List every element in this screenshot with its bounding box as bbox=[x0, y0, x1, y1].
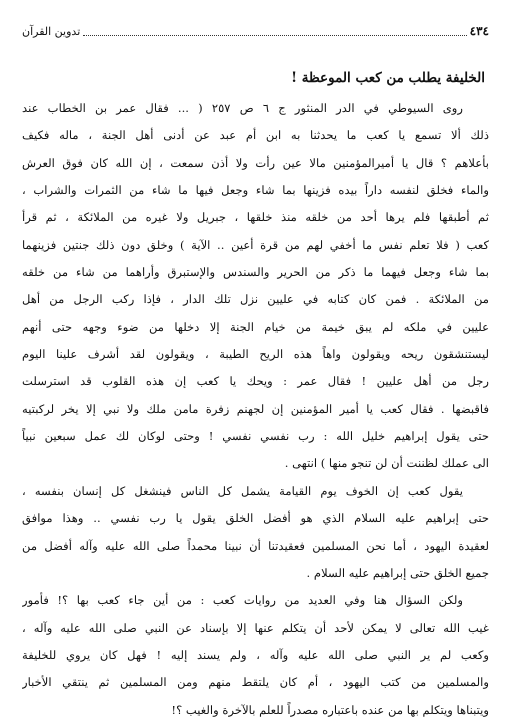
text-line: من الملائكة . فمن كان كتابه في عليين نزل تلك الدار ، فإذا ركب الرجل من أهل bbox=[22, 292, 489, 307]
section-heading: الخليفة يطلب من كعب الموعظة ! bbox=[291, 70, 485, 86]
text-line: الى عملك لظننت أن لن تنجو منها ) انتهى . bbox=[284, 456, 489, 471]
text-line: فاقبضها . فقال كعب يا أمير المؤمنين إن لجهنم زفرة مامن ملك ولا نبي إلا يخر لركبتيه bbox=[22, 401, 489, 416]
text-line: ليستنشقون ريحه ويقولون واهاً هذه الريح الطيبة ، ويقولون لقد أشرف علينا اليوم bbox=[22, 347, 489, 362]
text-line: عليين في ملكه لم يبق خيمة من خيام الجنة إلا دخلها من ضوء وجهه حتى أنهم bbox=[22, 319, 489, 334]
running-title: تدوين القرآن bbox=[22, 24, 81, 38]
text-line: جميع الخلق حتى إبراهيم عليه السلام . bbox=[306, 565, 489, 580]
text-line: حتى إبراهيم عليه السلام الذي هو أفضل الخلق يقول يا رب نفسي .. وهذا موافق bbox=[22, 511, 489, 526]
text-line: غيب الله تعالى لا يمكن لأحد أن يتكلم عنها إلا بإسناد عن النبي صلى الله عليه وآله ، bbox=[22, 620, 489, 635]
text-line: وكعب لم ير النبي صلى الله عليه وآله ، ولم يسند إليه ! فهل كان يروي للخليفة bbox=[22, 647, 489, 662]
text-line: ولكن السؤال هنا وفي العديد من روايات كعب : من أين جاء كعب بها ؟! فأمور bbox=[22, 593, 463, 608]
text-line: ويتبناها ويتكلم بها من عنده باعتباره مصدراً للعلم بالآخرة والغيب ؟! bbox=[171, 702, 489, 717]
body-text bbox=[22, 95, 489, 724]
text-line: ثم أطبقها فلم يرها أحد من خلقه منذ خلقها ، جبريل ولا غيره من الملائكة ، ثم قرأ bbox=[22, 210, 489, 225]
text-line: يقول كعب إن الخوف يوم القيامة يشمل كل الناس فينشغل كل إنسان بنفسه ، bbox=[22, 483, 463, 498]
text-line: كعب ( فلا تعلم نفس ما أخفي لهم من قرة أعين .. الآية ) وخلق دون ذلك جنتين فزينهما bbox=[22, 237, 489, 252]
text-line: ذلك ألا تسمع يا كعب ما يحدثنا به ابن أم عبد عن أدنى أهل الجنة ، ماله فكيف bbox=[22, 128, 489, 143]
text-line: والمسلمين من كتب اليهود ، أم كان يلتقط منهم ومن المسلمين ثم ينتقي الأخبار bbox=[22, 675, 489, 690]
text-line: بأعلاهم ؟ قال يا أميرالمؤمنين مالا عين رأت ولا أذن سمعت ، إن الله كان فوق العرش bbox=[22, 155, 489, 170]
text-line: بما شاء وجعل فيهما ما ذكر من الحرير والسندس والإستبرق وأراهما من شاء من خلقه bbox=[22, 265, 489, 280]
text-line: روى السيوطي في الدر المنثور ج ٦ ص ٢٥٧ ( ... فقال عمر بن الخطاب عند bbox=[22, 101, 463, 115]
page-header bbox=[22, 22, 489, 40]
text-line: رجل من أهل عليين ! فقال عمر : ويحك يا كعب إن هذه القلوب قد استرسلت bbox=[22, 374, 489, 389]
text-line: حتى يقول إبراهيم خليل الله : رب نفسي نفسي ! وحتى لوكان لك عمل سبعين نبياً bbox=[22, 429, 489, 444]
page-number: ٤٣٤ bbox=[469, 24, 489, 38]
text-line: لعقيدة اليهود ، أما نحن المسلمين فعقيدتنا أن نبينا محمداً صلى الله عليه وآله أفضل من bbox=[22, 538, 489, 553]
header-leader-dots bbox=[83, 27, 466, 36]
text-line: والماء فخلق لنفسه داراً بيده فزينها بما شاء وجعل فيها ما شاء من الثمرات والشراب ، bbox=[22, 183, 489, 198]
